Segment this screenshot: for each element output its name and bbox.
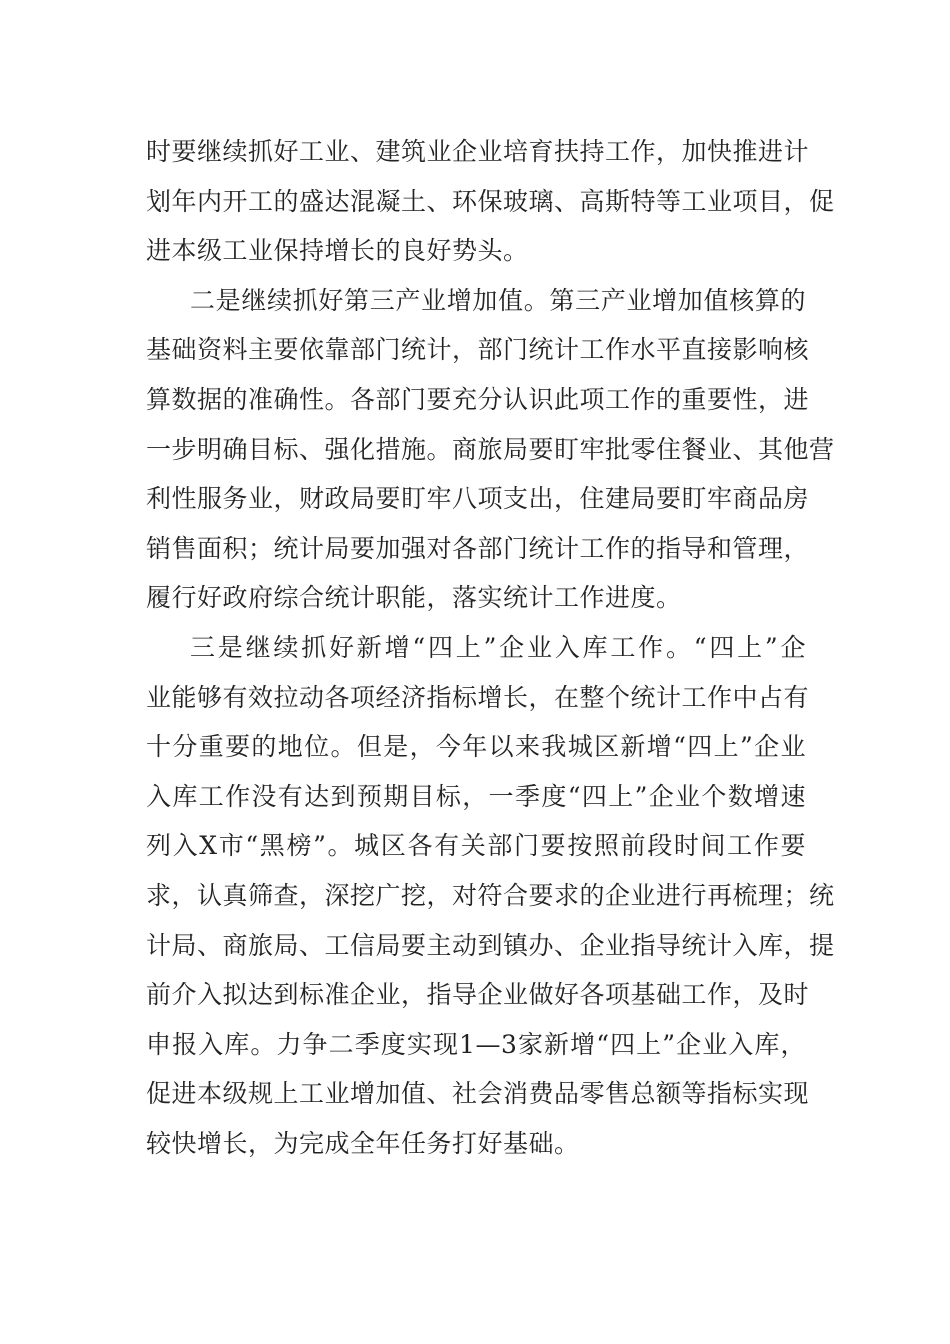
text-line: 较快增长，为完成全年任务打好基础。 [146,1128,580,1158]
text-line: 进本级工业保持增长的良好势头。 [146,236,529,266]
text-line: 入库工作没有达到预期目标，一季度“四上”企业个数增速 [146,781,806,811]
text-line: 十分重要的地位。但是，今年以来我城区新增“四上”企业 [146,732,806,762]
text-line: 履行好政府综合统计职能，落实统计工作进度。 [146,583,682,613]
text-line: 计局、商旅局、工信局要主动到镇办、企业指导统计入库，提 [146,930,835,960]
text-line: 业能够有效拉动各项经济指标增长，在整个统计工作中占有 [146,682,810,712]
text-line: 划年内开工的盛达混凝土、环保玻璃、高斯特等工业项目，促 [146,186,835,216]
text-line: 销售面积；统计局要加强对各部门统计工作的指导和管理， [146,533,810,563]
text-line: 二是继续抓好第三产业增加值。第三产业增加值核算的 [190,285,806,315]
text-line: 算数据的准确性。各部门要充分认识此项工作的重要性，进 [146,384,810,414]
text-line: 前介入拟达到标准企业，指导企业做好各项基础工作，及时 [146,980,810,1010]
text-line: 申报入库。力争二季度实现1—3家新增“四上”企业入库， [146,1029,806,1059]
text-line: 利性服务业，财政局要盯牢八项支出，住建局要盯牢商品房 [146,484,810,514]
text-line: 促进本级规上工业增加值、社会消费品零售总额等指标实现 [146,1079,810,1109]
document-body-text [146,127,835,1168]
text-line: 求，认真筛查，深挖广挖，对符合要求的企业进行再梳理；统 [146,880,835,910]
text-line: 三是继续抓好新增“四上”企业入库工作。“四上”企 [190,632,806,662]
text-line: 一步明确目标、强化措施。商旅局要盯牢批零住餐业、其他营 [146,434,835,464]
text-line: 基础资料主要依靠部门统计，部门统计工作水平直接影响核 [146,335,810,365]
text-line: 列入X市“黑榜”。城区各有关部门要按照前段时间工作要 [146,831,806,861]
text-line: 时要继续抓好工业、建筑业企业培育扶持工作，加快推进计 [146,137,810,166]
